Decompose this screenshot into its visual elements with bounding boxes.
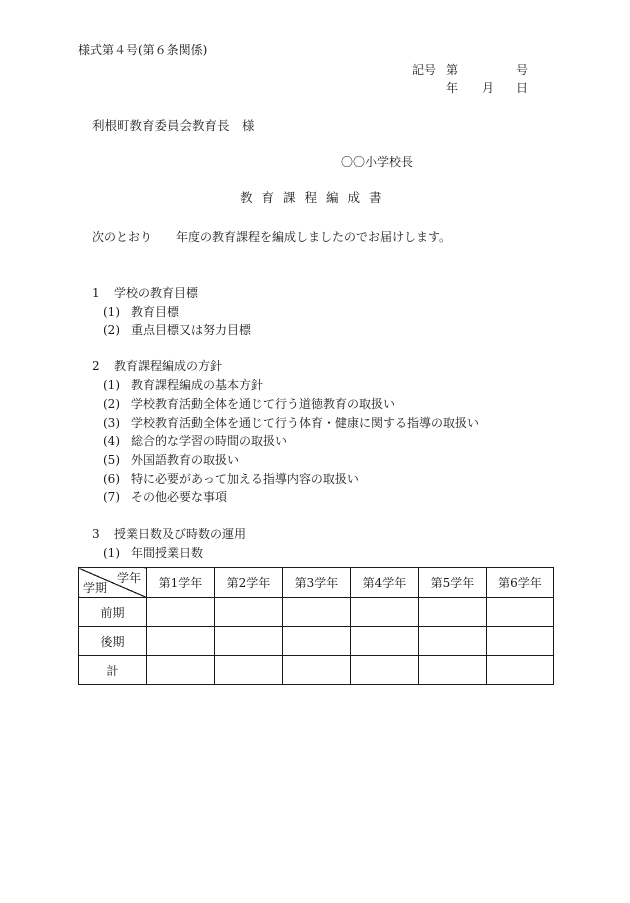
table-cell[interactable]: [419, 656, 487, 685]
table-cell[interactable]: [215, 598, 283, 627]
row-header: 後期: [79, 627, 147, 656]
section-2-item: (7) その他必要な事項: [103, 490, 228, 504]
column-header: 第2学年: [215, 568, 283, 598]
table-cell[interactable]: [215, 656, 283, 685]
table-cell[interactable]: [215, 627, 283, 656]
section-2-item: (3) 学校教育活動全体を通じて行う体育・健康に関する指導の取扱い: [103, 416, 480, 430]
table-cell[interactable]: [419, 627, 487, 656]
section-3-item: (1) 年間授業日数: [103, 546, 204, 560]
record-label: 記号: [412, 63, 437, 77]
table-row: [79, 598, 554, 627]
table-header-row: [79, 568, 554, 598]
class-days-table: [78, 567, 554, 685]
row-header: 計: [79, 656, 147, 685]
column-header: 第1学年: [147, 568, 215, 598]
section-1-heading: 1 学校の教育目標: [92, 286, 199, 300]
record-dai: 第: [446, 63, 459, 77]
form-number: 様式第４号(第６条関係): [78, 43, 208, 57]
section-2-item: (6) 特に必要があって加える指導内容の取扱い: [103, 472, 359, 486]
table-cell[interactable]: [283, 627, 351, 656]
table-cell[interactable]: [419, 598, 487, 627]
table-row: [79, 627, 554, 656]
corner-term-label: 学期: [83, 581, 108, 595]
section-2-item: (1) 教育課程編成の基本方針: [103, 378, 264, 392]
table-cell[interactable]: [487, 656, 554, 685]
section-2-heading: 2 教育課程編成の方針: [92, 359, 223, 373]
document-title: 教育課程編成書: [240, 190, 391, 205]
section-2-item: (4) 総合的な学習の時間の取扱い: [103, 434, 288, 448]
table-cell[interactable]: [147, 627, 215, 656]
column-header: 第4学年: [351, 568, 419, 598]
table-cell[interactable]: [283, 656, 351, 685]
table-row: [79, 656, 554, 685]
table-corner-cell: [79, 568, 147, 598]
section-1-item: (1) 教育目標: [103, 305, 180, 319]
table-cell[interactable]: [487, 598, 554, 627]
column-header: 第3学年: [283, 568, 351, 598]
table-cell[interactable]: [351, 656, 419, 685]
column-header: 第6学年: [487, 568, 554, 598]
record-go: 号: [516, 63, 529, 77]
column-header: 第5学年: [419, 568, 487, 598]
date-day: 日: [516, 81, 529, 95]
row-header: 前期: [79, 598, 147, 627]
intro-before: 次のとおり: [92, 230, 153, 244]
intro-after: 年度の教育課程を編成しましたのでお届けします。: [176, 230, 452, 244]
section-2-item: (5) 外国語教育の取扱い: [103, 453, 240, 467]
school-principal: 〇〇小学校長: [341, 155, 414, 169]
corner-grade-label: 学年: [116, 571, 141, 585]
table-cell[interactable]: [351, 627, 419, 656]
section-3-heading: 3 授業日数及び時数の運用: [92, 527, 247, 541]
section-1-item: (2) 重点目標又は努力目標: [103, 323, 252, 337]
table-cell[interactable]: [147, 598, 215, 627]
date-year: 年: [446, 81, 459, 95]
section-2-item: (2) 学校教育活動全体を通じて行う道徳教育の取扱い: [103, 397, 396, 411]
table-cell[interactable]: [147, 656, 215, 685]
addressee: 利根町教育委員会教育長 様: [92, 118, 255, 133]
intro-text: [92, 229, 451, 245]
table-cell[interactable]: [351, 598, 419, 627]
date-month: 月: [482, 81, 495, 95]
table-cell[interactable]: [487, 627, 554, 656]
table-cell[interactable]: [283, 598, 351, 627]
